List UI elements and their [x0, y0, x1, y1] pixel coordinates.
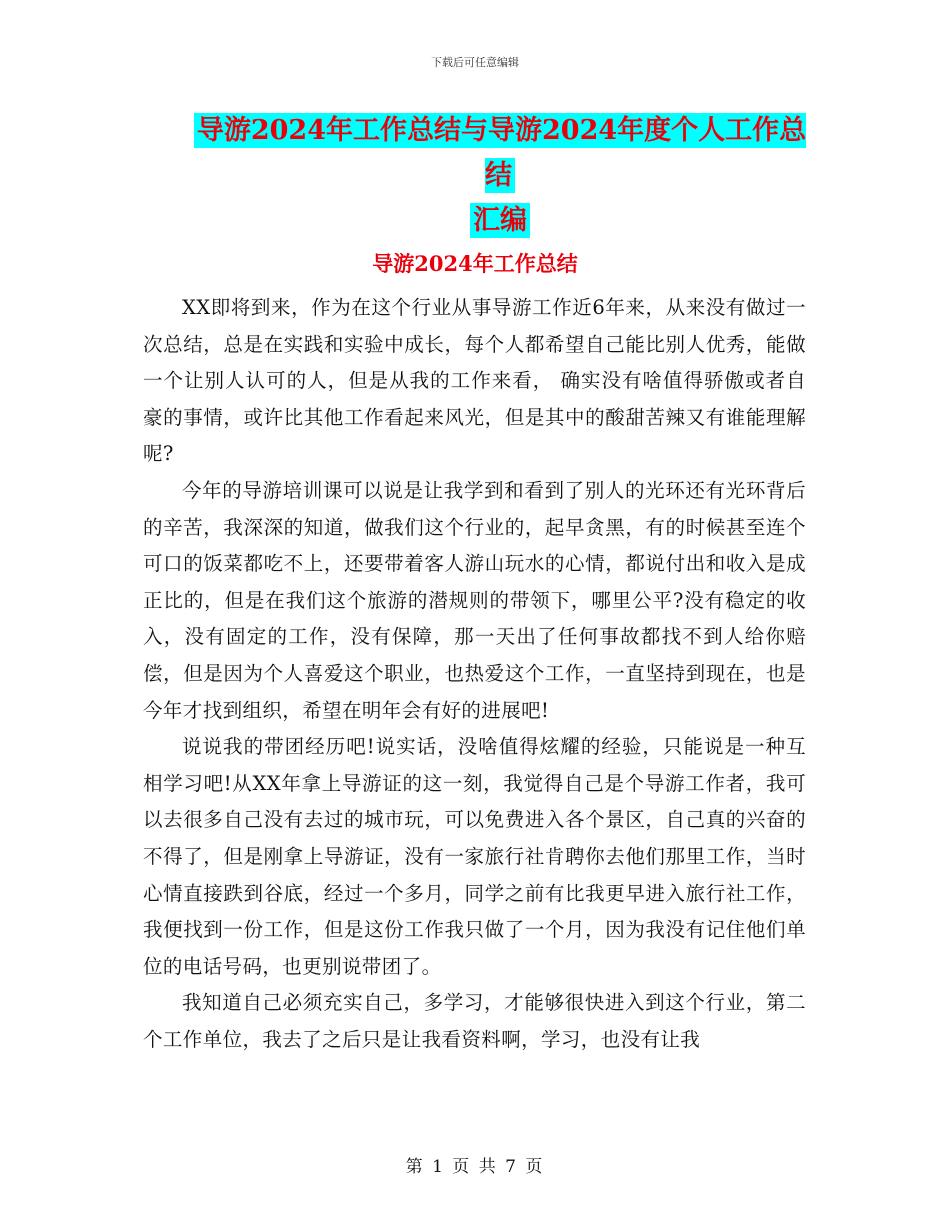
paragraph: 今年的导游培训课可以说是让我学到和看到了别人的光环还有光环背后的辛苦，我深深的知道，做我们这个行业的，起早贪黑，有的时候甚至连个可口的饭菜都吃不上，还要带着客人游山玩水的心情，都说付出和收入是成正比的，但是在我们这个旅游的潜规则的带领下，哪里公平?没有稳定的收入，没有固定的工作，没有保障，那一天出了任何事故都找不到人给你赔偿，但是因为个人喜爱这个职业，也热爱这个工作，一直坚持到现在，也是今年才找到组织，希望在明年会有好的进展吧!	[143, 478, 806, 722]
document-title-line-1: 导游2024年工作总结与导游2024年度个人工作总结	[194, 113, 806, 193]
paragraph: 说说我的带团经历吧!说实话，没啥值得炫耀的经验，只能说是一种互相学习吧!从XX年拿上导游证的这一刻，我觉得自己是个导游工作者，我可以去很多自己没有去过的城市玩，可以免费进入各个景区，自己真的兴奋的不得了，但是刚拿上导游证，没有一家旅行社肯聘你去他们那里工作，当时心情直接跌到谷底，经过一个多月，同学之前有比我更早进入旅行社工作，我便找到一份工作，但是这份工作我只做了一个月，因为我没有记住他们单位的电话号码，也更别说带团了。	[143, 735, 806, 978]
paragraph: 我知道自己必须充实自己，多学习，才能够很快进入到这个行业，第二个工作单位，我去了之后只是让我看资料啊，学习，也没有让我	[143, 991, 806, 1051]
section-title: 导游2024年工作总结	[372, 251, 578, 276]
page-indicator: 第 1 页 共 7 页	[405, 1157, 545, 1177]
document-title-line-2: 汇编	[470, 203, 530, 238]
document-body	[143, 290, 806, 1058]
header-note: 下载后可任意编辑	[431, 56, 519, 69]
paragraph: XX即将到来，作为在这个行业从事导游工作近6年来，从来没有做过一次总结，总是在实践和实验中成长，每个人都希望自己能比别人优秀，能做一个让别人认可的人，但是从我的工作来看， 确实没有啥值得骄傲或者自豪的事情，或许比其他工作看起来风光，但是其中的酸甜苦辣又有谁能理解呢?	[143, 296, 806, 466]
document-title	[190, 108, 810, 243]
